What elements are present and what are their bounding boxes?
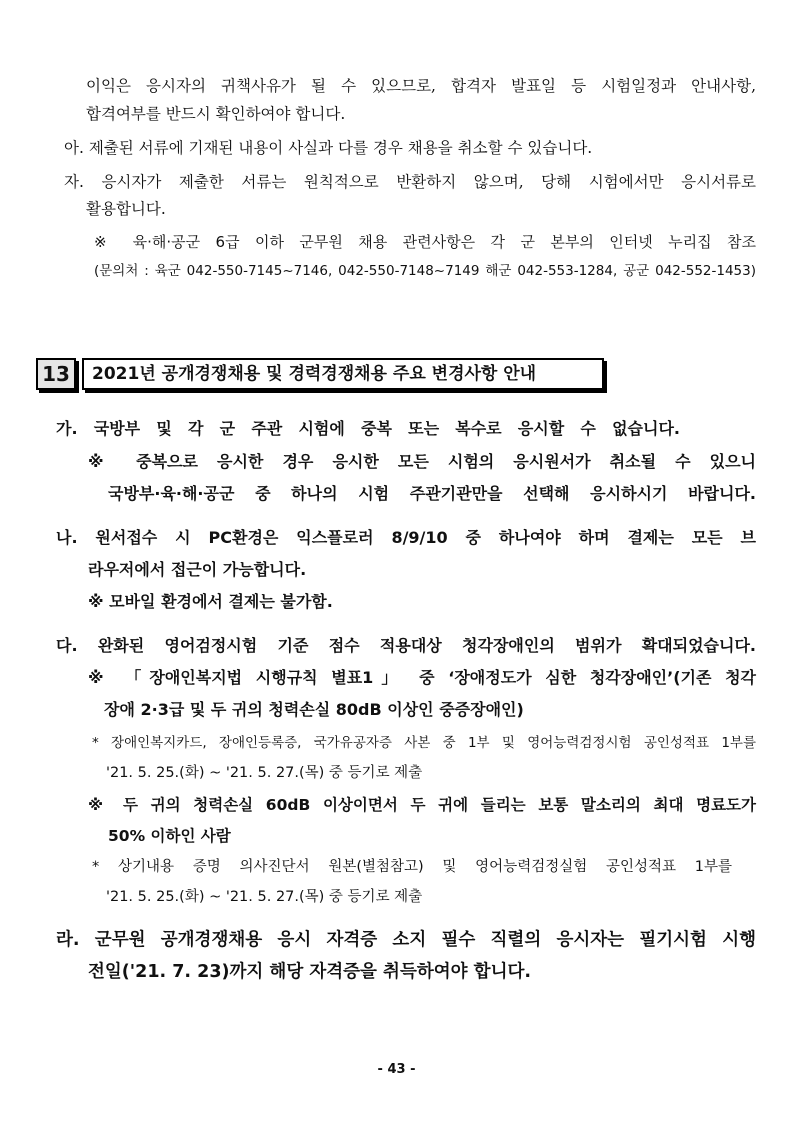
note-line: ※ 육·해·공군 6급 이하 군무원 채용 관련사항은 각 군 본부의 인터넷 누리집 참조 [94,233,756,251]
item-ra-line1: 라. 군무원 공개경쟁채용 응시 자격증 소지 필수 직렬의 응시자는 필기시험 시행 [56,930,756,950]
sub-note-da2-line1: * 상기내용 증명 의사진단서 원본(별첨참고) 및 영어능력검정실험 공인성적표 1부를 [92,859,732,875]
item-na-line2: 라우저에서 접근이 가능합니다. [88,560,307,579]
sub-note-da1-line2: '21. 5. 25.(화) ~ '21. 5. 27.(목) 중 등기로 제출 [106,765,423,781]
section-title: 2021년 공개경쟁채용 및 경력경쟁채용 주요 변경사항 안내 [82,358,604,390]
item-ja-line2: 활용합니다. [86,200,166,218]
contact-line: (문의처 : 육군 042-550-7145~7146, 042-550-7148~7149 해군 042-553-1284, 공군 042-552-1453) [94,263,756,279]
body-text-line: 이익은 응시자의 귀책사유가 될 수 있으므로, 합격자 발표일 등 시험일정과 안내사항, [86,77,756,95]
item-ra-line2: 전일('21. 7. 23)까지 해당 자격증을 취득하여야 합니다. [88,962,532,982]
item-da: 다. 완화된 영어검정시험 기준 점수 적용대상 청각장애인의 범위가 확대되었습니다. [56,636,756,655]
note-ga-line2: 국방부·육·해·공군 중 하나의 시험 주관기관만을 선택해 응시하시기 바랍니다. [108,484,756,503]
note-na: ※ 모바일 환경에서 결제는 불가함. [88,592,333,611]
item-ga: 가. 국방부 및 각 군 주관 시험에 중복 또는 복수로 응시할 수 없습니다. [56,419,680,438]
item-ja-line1: 자. 응시자가 제출한 서류는 원칙적으로 반환하지 않으며, 당해 시험에서만 응시서류로 [64,173,756,191]
section-number: 13 [36,358,76,390]
note-da1-line1: ※ 「장애인복지법 시행규칙 별표1」 중 ‘장애정도가 심한 청각장애인’(기존 청각 [88,668,756,687]
sub-note-da1-line1: * 장애인복지카드, 장애인등록증, 국가유공자증 사본 중 1부 및 영어능력검정시험 공인성적표 1부를 [92,735,756,751]
note-da2-line1: ※ 두 귀의 청력손실 60dB 이상이면서 두 귀에 들리는 보통 말소리의 최대 명료도가 [88,796,756,814]
sub-note-da2-line2: '21. 5. 25.(화) ~ '21. 5. 27.(목) 중 등기로 제출 [106,889,423,905]
note-da1-line2: 장애 2·3급 및 두 귀의 청력손실 80dB 이상인 중증장애인) [104,700,524,719]
note-ga-line1: ※ 중복으로 응시한 경우 응시한 모든 시험의 응시원서가 취소될 수 있으니 [88,452,756,471]
page-number: - 43 - [377,1062,416,1077]
item-a: 아. 제출된 서류에 기재된 내용이 사실과 다를 경우 채용을 취소할 수 있습니다. [64,139,593,157]
item-na-line1: 나. 원서접수 시 PC환경은 익스플로러 8/9/10 중 하나여야 하며 결제는 모든 브 [56,528,756,547]
section-header [36,358,610,392]
body-text-line: 합격여부를 반드시 확인하여야 합니다. [86,105,346,123]
note-da2-line2: 50% 이하인 사람 [108,827,231,845]
